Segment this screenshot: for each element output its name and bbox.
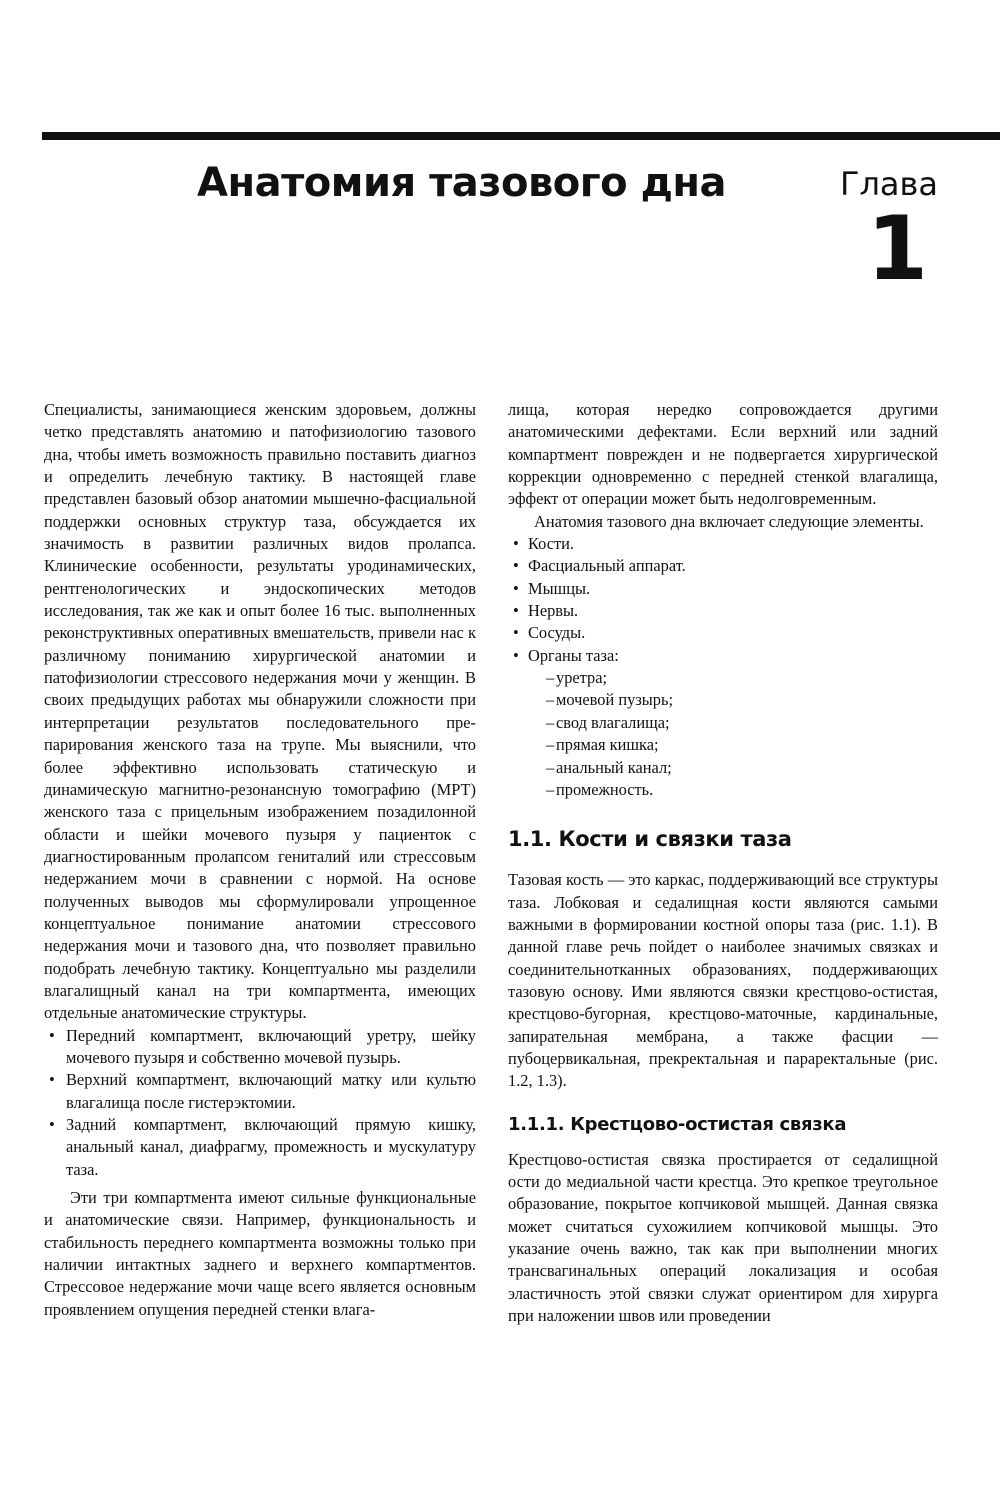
dash-icon: – <box>546 712 555 732</box>
bullet-icon: • <box>513 578 519 598</box>
list-item-text: Кости. <box>528 534 575 554</box>
list-item <box>508 622 938 644</box>
chapter-number: 1 <box>866 197 928 300</box>
continuation-paragraph: лища, которая нередко сопровождается другими анатомическими дефектами. Если верхний или задний компартмент поврежден и не подвергается хирургической коррекции одновременно с передней стенкой влагалища, эффект от операции может быть недолговременным. <box>508 400 938 509</box>
sublist-item <box>546 779 938 801</box>
chapter-label: Глава <box>839 165 938 203</box>
sublist-item <box>546 757 938 779</box>
subsection-sacrospinous-text: Крестцово-остистая связка простирается от седалищной ости до медиальной части крестца. Это крепкое треугольное образование, покрытое копчиковой мышцей. Данная связка может считаться сухожилием копчиковой мышцы. Это указание очень важно, так как при выполнении многих трансвагинальных операций локализация и особая эластичность этой связки служат ориентиром для хирурга при наложении швов или проведении <box>508 1149 938 1326</box>
list-item-text: Нервы. <box>528 601 579 621</box>
list-item <box>44 1025 476 1070</box>
sublist-item <box>546 712 938 734</box>
sublist-item <box>546 689 938 711</box>
dash-icon: – <box>546 779 555 799</box>
elements-intro: Анатомия тазового дна включает следующие элементы. <box>534 511 924 531</box>
compartments-list <box>44 1025 476 1181</box>
bullet-icon: • <box>49 1070 55 1090</box>
list-item-text: Мышцы. <box>528 578 591 598</box>
left-column <box>44 399 476 1321</box>
sublist-item-text: свод влагалища; <box>556 712 670 732</box>
list-item-text: Верхний компартмент, включающий матку или культю влагалища после гистерэктомии. <box>66 1070 476 1112</box>
dash-icon: – <box>546 690 555 710</box>
dash-icon: – <box>546 757 555 777</box>
list-item <box>508 600 938 622</box>
list-item-text: Органы таза: <box>528 645 619 665</box>
sublist-item-text: уретра; <box>556 668 608 688</box>
list-item <box>44 1069 476 1114</box>
section-heading-bones: 1.1. Кости и связки таза <box>508 827 792 852</box>
bullet-icon: • <box>49 1115 55 1134</box>
bullet-icon: • <box>513 623 519 643</box>
chapter-title: Анатомия тазового дна <box>197 160 727 206</box>
chapter-top-rule <box>42 132 1000 140</box>
list-item <box>508 578 938 600</box>
compartments-paragraph: Эти три компартмента имеют сильные функциональные и анатомические связи. Например, функциональность и стабильность переднего компартмента возможны только при наличии интактных заднего и верхнего компартментов. Стрессовое недержание мочи чаще всего является основным проявлением опущения передней стенки влага- <box>44 1188 476 1319</box>
sublist-item <box>546 667 938 689</box>
list-item <box>508 533 938 555</box>
bullet-icon: • <box>49 1025 55 1045</box>
list-item <box>508 645 938 801</box>
list-item-text: Фасциальный аппарат. <box>528 556 686 576</box>
bullet-icon: • <box>513 534 519 554</box>
organs-sublist <box>528 667 938 801</box>
sublist-item <box>546 734 938 756</box>
intro-paragraph: Специалисты, занимающиеся женским здоровьем, должны четко представлять анатомию и патофизиологию тазового дна, чтобы иметь возможность правильно поставить диагноз и определить лечебную тактику. В настоящей главе представлен базовый обзор анатомии мышечно-фасциальной поддержки основных структур таза, обсуждается их значимость в развитии различных видов пролапса. Клинические особенности, результаты уродинамических, рентгенологических и эндоскопических методов исследования, так же как и опыт более 16 тыс. выполненных реконструктивных оперативных вмешательств, привели нас к различному пониманию хирургической анатомии и патофизиологии стрессового недержания мочи у женщин. В своих предыдущих работах мы обнаружили сложности при интерпретации результатов последовательного препарирования женского таза на трупе. Мы выяснили, что более эффективно использовать статическую и динамическую магнитно-резонансную томографию (МРТ) женского таза с прицельным изображением позадилонной области и шейки мочевого пузыря у пациенток с диагностированным пролапсом гениталий или стрессовым недержанием мочи в сравнении с нормой. На основе полученных выводов мы сформулировали упрощенное концептуальное понимание анатомии стрессового недержания мочи и тазового дна, что позволяет правильно подобрать лечебную тактику. Концептуально мы разделили влагалищный канал на три компартмента, имеющих отдельные анатомические структуры. <box>44 400 476 1023</box>
section-bones-text: Тазовая кость — это каркас, поддерживающий все структуры таза. Лобковая и седалищная кости являются самыми важными в формировании костной опоры таза (рис. 1.1). В данной главе речь пойдет о наиболее значимых связках и соединительнотканных образованиях, поддерживающих тазовую основу. Ими являются связки крестцово-остистая, крестцово-бугорная, крестцово-маточные, кардинальные, запирательная мембрана, а также фасции — пубоцервикальная, прекректальная и параректальные (рис. 1.2, 1.3). <box>508 870 938 1091</box>
sublist-item-text: анальный канал; <box>556 757 672 777</box>
list-item-text: Передний компартмент, включающий уретру, шейку мочевого пузыря и собственно мочевой пузырь. <box>66 1025 476 1067</box>
right-column <box>508 399 938 1327</box>
sublist-item-text: прямая кишка; <box>556 735 659 755</box>
dash-icon: – <box>546 735 555 755</box>
list-item-text: Сосуды. <box>528 623 586 643</box>
elements-list <box>508 533 938 801</box>
subsection-heading-sacrospinous: 1.1.1. Крестцово-остистая связка <box>508 1113 847 1135</box>
sublist-item-text: мочевой пузырь; <box>556 690 674 710</box>
list-item <box>44 1114 476 1181</box>
list-item-text: Задний компартмент, включающий прямую кишку, анальный канал, диафрагму, промежность и мускулатуру таза. <box>66 1115 476 1179</box>
bullet-icon: • <box>513 645 519 665</box>
bullet-icon: • <box>513 601 519 621</box>
dash-icon: – <box>546 668 555 688</box>
bullet-icon: • <box>513 556 519 576</box>
sublist-item-text: промежность. <box>556 779 654 799</box>
list-item <box>508 555 938 577</box>
